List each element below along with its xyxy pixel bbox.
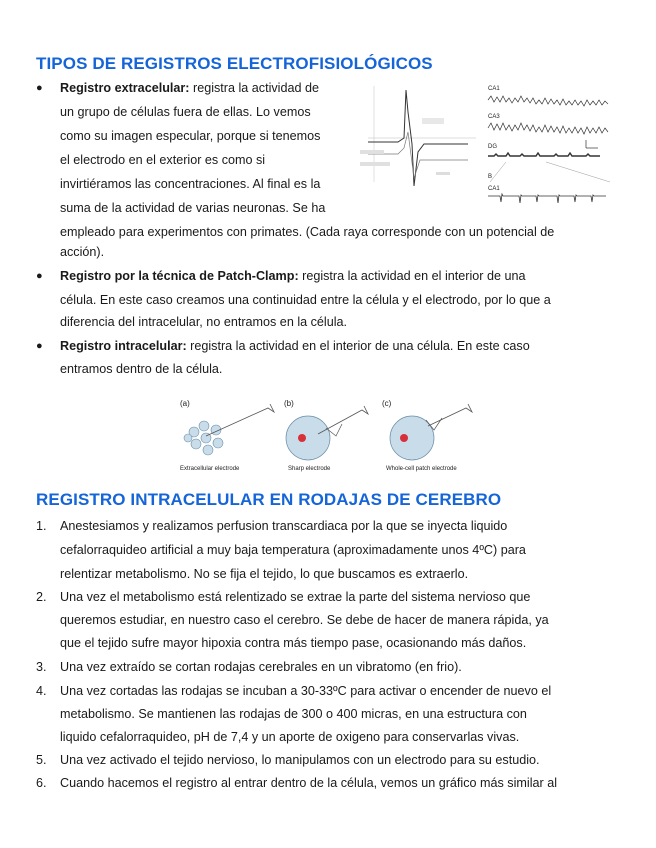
bullet1-line-1-text: registra la actividad de	[189, 81, 320, 95]
bullet1-line-6: suma de la actividad de varias neuronas. Se ha	[60, 201, 326, 215]
step4-line-2: metabolismo. Se mantienen las rodajas de 300 o 400 micras, en una estructura con	[60, 707, 527, 721]
trace-label-ca1: CA1	[488, 86, 500, 92]
bullet3-term: Registro intracelular:	[60, 339, 187, 353]
heading-tipos-registros: TIPOS DE REGISTROS ELECTROFISIOLÓGICOS	[36, 54, 433, 73]
hippocampal-traces-figure	[486, 82, 614, 218]
step4-line-1: Una vez cortadas las rodajas se incuban a 30-33ºC para activar o encender de nuevo el	[60, 684, 552, 698]
electrode-types-figure	[176, 396, 482, 476]
bullet3-line-1	[60, 334, 530, 358]
trace-label-dg: DG	[488, 144, 497, 150]
bullet1-line-4: el electrodo en el exterior es como si	[60, 153, 266, 167]
step1-line-2: cefalorraquideo artificial a muy baja temperatura (aproximadamente unos 4ºC) para	[60, 543, 526, 557]
cell-body	[390, 416, 434, 460]
bullet1-line-3: como su imagen especular, porque si tenemos	[60, 129, 321, 143]
step4-line-3: liquido cefalorraquideo, pH de 7,4 y un aporte de oxigeno para conservarlas vivas.	[60, 730, 520, 744]
step1-line-3: relentizar metabolismo. No se fija el tejido, lo que buscamos es extraerlo.	[60, 567, 469, 581]
bullet1-line-2: un grupo de células fuera de ellas. Lo vemos	[60, 105, 311, 119]
step2-line-3: que el tejido sufre mayor hipoxia contra más tiempo pase, ocasionando más daños.	[60, 636, 527, 650]
trace-label-ca3: CA3	[488, 114, 500, 120]
bullet1-line-7: empleado para experimentos con primates. (Cada raya corresponde con un potencial de	[60, 225, 555, 239]
bullet1-line-1	[60, 76, 319, 100]
extracellular-spike-figure	[358, 82, 478, 192]
trace-label-ca1-b: CA1	[488, 186, 500, 192]
bullet1-line-8: acción).	[60, 245, 105, 259]
step6-line-1: Cuando hacemos el registro al entrar dentro de la célula, vemos un gráfico más similar al	[60, 776, 557, 790]
cell-nucleus	[400, 434, 408, 442]
step2-line-1: Una vez el metabolismo está relentizado se extrae la parte del sistema nervioso que	[60, 590, 531, 604]
step5-line-1: Una vez activado el tejido nervioso, lo manipulamos con un electrodo para su estudio.	[60, 753, 540, 767]
step-number: 1.	[36, 519, 47, 533]
bullet2-line-1-text: registra la actividad en el interior de una	[298, 269, 526, 283]
bullet-icon: ●	[36, 82, 43, 94]
panel-label-c: (c)	[382, 399, 392, 408]
step-number: 5.	[36, 753, 47, 767]
bullet3-line-1-text: registra la actividad en el interior de una célula. En este caso	[186, 339, 530, 353]
step3-line-1: Una vez extraído se cortan rodajas cerebrales en un vibratomo (en frio).	[60, 660, 462, 674]
bullet2-line-1	[60, 264, 525, 288]
bullet1-term: Registro extracelular:	[60, 81, 190, 95]
step2-line-2: queremos estudiar, en nuestro caso el cerebro. Se debe de hacer de manera rápida, ya	[60, 613, 549, 627]
caption-whole-cell: Whole-cell patch electrode	[386, 466, 457, 472]
bullet-icon: ●	[36, 340, 43, 352]
step-number: 4.	[36, 684, 47, 698]
caption-extracellular: Extracellular electrode	[180, 466, 240, 472]
step1-line-1: Anestesiamos y realizamos perfusion transcardiaca por la que se inyecta liquido	[60, 519, 508, 533]
panel-label-a: (a)	[180, 399, 190, 408]
step-number: 6.	[36, 776, 47, 790]
step-number: 2.	[36, 590, 47, 604]
caption-sharp: Sharp electrode	[288, 466, 331, 472]
cell-body	[286, 416, 330, 460]
cell-nucleus	[298, 434, 306, 442]
step-number: 3.	[36, 660, 47, 674]
trace-label-b: B	[488, 174, 493, 180]
panel-label-b: (b)	[284, 399, 294, 408]
heading-registro-intracelular: REGISTRO INTRACELULAR EN RODAJAS DE CEREBRO	[36, 490, 502, 509]
bullet1-line-5: invirtiéramos las concentraciones. Al final es la	[60, 177, 321, 191]
bullet-icon: ●	[36, 270, 43, 282]
bullet2-line-3: diferencia del intracelular, no entramos en la célula.	[60, 315, 348, 329]
bullet3-line-2: entramos dentro de la célula.	[60, 362, 223, 376]
bullet2-term: Registro por la técnica de Patch-Clamp:	[60, 269, 299, 283]
neuron-cluster	[184, 421, 223, 455]
bullet2-line-2: célula. En este caso creamos una continuidad entre la célula y el electrodo, por lo que a	[60, 293, 551, 307]
